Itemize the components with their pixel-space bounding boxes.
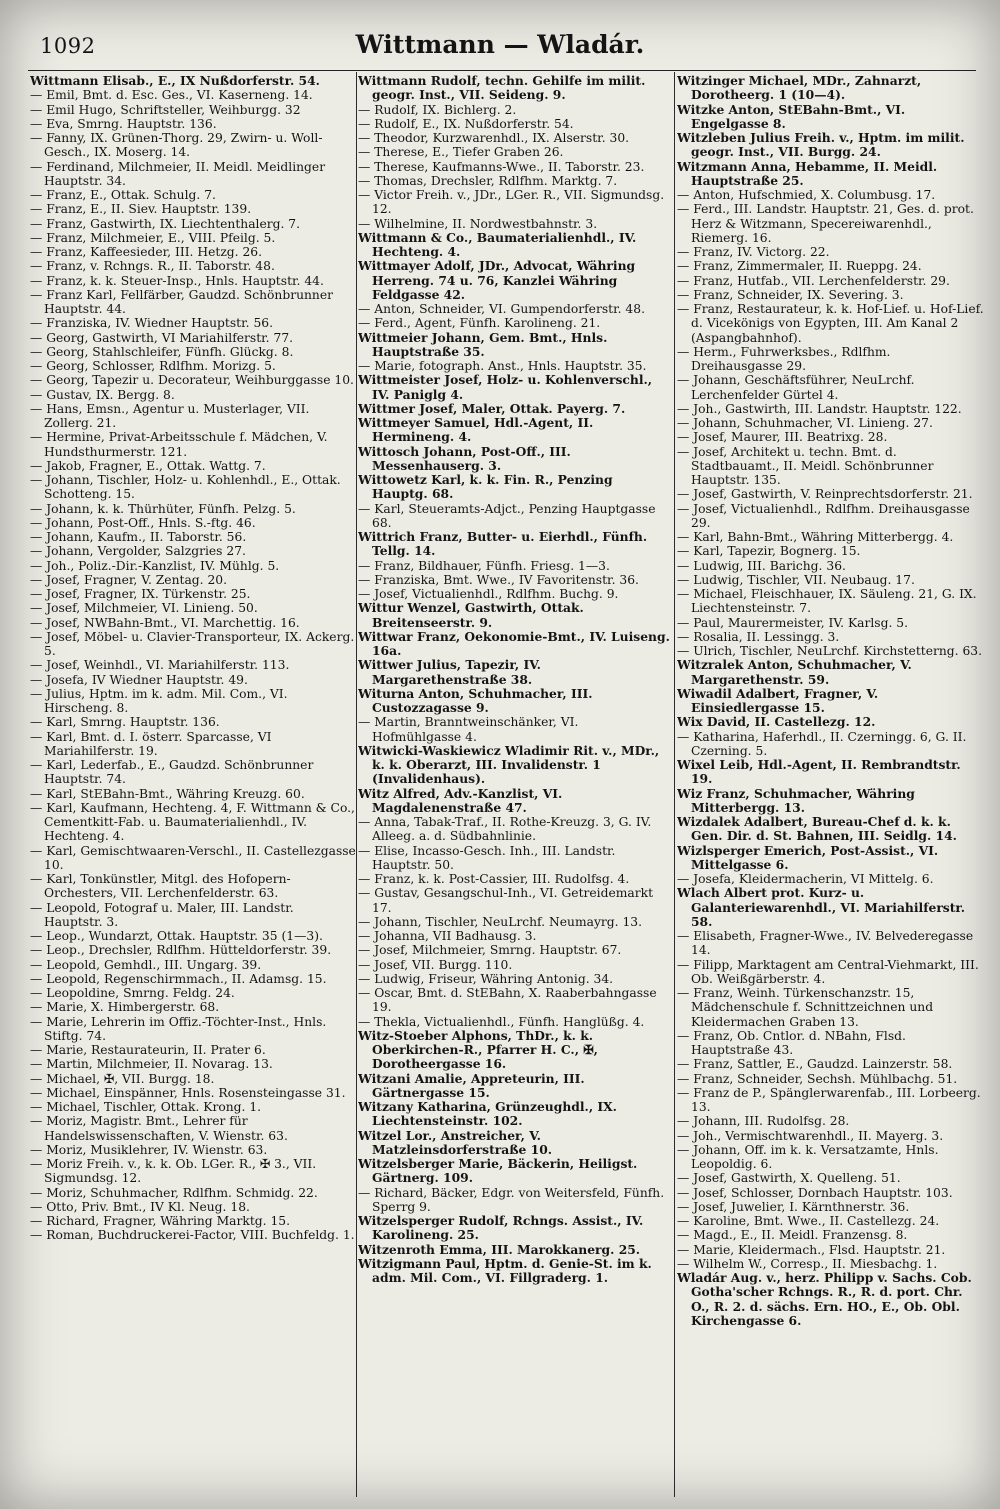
directory-entry: — Herm., Fuhrwerksbes., Rdlfhm. Dreihausgasse 29. (677, 344, 891, 373)
directory-entry: Witz Alfred, Adv.-Kanzlist, VI. Magdalenenstraße 47. (358, 785, 563, 815)
directory-entry: Witzralek Anton, Schuhmacher, V. Margarethenstr. 59. (677, 657, 912, 687)
directory-entry: — Johann, Post-Off., Hnls. S.-ftg. 46. (30, 515, 256, 530)
directory-entry: — Gustav, Gesangschul-Inh., VI. Getreidemarkt 17. (358, 886, 654, 915)
directory-entry: — Georg, Tapezir u. Decorateur, Weihburggasse 10. (30, 373, 354, 388)
directory-entry: — Elisabeth, Fragner-Wwe., IV. Belvederegasse 14. (677, 929, 974, 958)
directory-entry: — Franz de P., Spänglerwarenfab., III. Lorbeerg. 13. (677, 1085, 981, 1114)
directory-entry: Wittmeier Johann, Gem. Bmt., Hnls. Hauptstraße 35. (358, 329, 608, 359)
directory-entry: Witzigmann Paul, Hptm. d. Genie-St. im k. adm. Mil. Com., VI. Fillgraderg. 1. (358, 1255, 652, 1285)
directory-entry: — Josef, Schlosser, Dornbach Hauptstr. 103. (677, 1185, 953, 1200)
directory-entry: — Moriz Freih. v., k. k. Ob. LGer. R., ✠ 3., VII. Sigmundsg. 12. (30, 1157, 317, 1186)
directory-entry: — Johann, Kaufm., II. Taborstr. 56. (30, 530, 247, 544)
directory-entry: — Josef, Victualienhdl., Rdlfhm. Dreihausgasse 29. (677, 501, 970, 530)
directory-entry: — Josef, Milchmeier, Smrng. Hauptstr. 67. (358, 943, 622, 958)
directory-entry: — Karl, Bmt. d. I. österr. Sparcasse, VI Mariahilferstr. 19. (30, 729, 272, 758)
directory-entry: — Johann, k. k. Thürhüter, Fünfh. Pelzg. 5. (30, 501, 296, 516)
directory-entry: — Eva, Smrng. Hauptstr. 136. (30, 116, 217, 131)
directory-entry: — Josefa, Kleidermacherin, VI Mittelg. 6. (677, 872, 934, 886)
directory-entry: — Franz, IV. Victorg. 22. (677, 245, 830, 259)
directory-entry: — Richard, Bäcker, Edgr. von Weitersfeld, Fünfh. Sperrg 9. (358, 1185, 665, 1214)
directory-entry: — Michael, Fleischhauer, IX. Säuleng. 21, G. IX. Liechtensteinstr. 7. (677, 587, 977, 616)
directory-entry: — Karoline, Bmt. Wwe., II. Castellezg. 24. (677, 1214, 940, 1228)
directory-entry: — Franz, Schneider, IX. Severing. 3. (677, 287, 904, 302)
directory-entry: — Franz, Ob. Cntlor. d. NBahn, Flsd. Hauptstraße 43. (677, 1028, 906, 1057)
directory-entry: — Leopold, Regenschirmmach., II. Adamsg. 15. (30, 971, 327, 986)
directory-entry: — Gustav, IX. Bergg. 8. (30, 387, 175, 402)
directory-entry: — Magd., E., II. Meidl. Franzensg. 8. (677, 1228, 908, 1243)
directory-entry: — Leopold, Gemhdl., III. Ungarg. 39. (30, 957, 262, 972)
running-title: Wittmann — Wladár. (355, 30, 645, 59)
directory-entry: Wittmann Elisab., E., IX Nußdorferstr. 54. (30, 74, 320, 88)
directory-entry: — Johann, Schuhmacher, VI. Linieng. 27. (677, 416, 933, 430)
directory-entry: — Franz, Zimmermaler, II. Rueppg. 24. (677, 259, 922, 274)
directory-entry: — Roman, Buchdruckerei-Factor, VIII. Buchfeldg. 1. (30, 1228, 355, 1243)
directory-entry: — Josef, Fragner, V. Zentag. 20. (30, 572, 228, 587)
directory-entry: — Josef, Fragner, IX. Türkenstr. 25. (30, 587, 251, 601)
directory-entry: Wiz Franz, Schuhmacher, Währing Mitterbergg. 13. (677, 785, 915, 815)
directory-entry: — Martin, Branntweinschänker, VI. Hofmühlgasse 4. (358, 715, 579, 744)
directory-entry: — Johann, Tischler, Holz- u. Kohlenhdl., E., Ottak. Schotteng. 15. (30, 473, 341, 502)
directory-entry: — Leopoldine, Smrng. Feldg. 24. (30, 986, 235, 1000)
directory-entry: — Michael, ✠, VII. Burgg. 18. (30, 1071, 215, 1086)
directory-entry: Wixel Leib, Hdl.-Agent, II. Rembrandtstr. 19. (677, 757, 961, 787)
directory-entry: Wittur Wenzel, Gastwirth, Ottak. Breitenseerstr. 9. (358, 600, 584, 630)
directory-entry: — Franz, k. k. Post-Cassier, III. Rudolfsg. 4. (358, 872, 630, 886)
directory-entry: — Georg, Gastwirth, VI Mariahilferstr. 77. (30, 330, 294, 345)
column-divider-1 (356, 72, 357, 1497)
directory-entry: — Karl, Tapezir, Bognerg. 15. (677, 544, 861, 559)
directory-entry: Wittosch Johann, Post-Off., III. Messenhauserg. 3. (358, 443, 571, 473)
directory-entry: — Marie, Lehrerin im Offiz.-Töchter-Inst., Hnls. Stiftg. 74. (30, 1014, 327, 1043)
directory-entry: Wittmayer Adolf, JDr., Advocat, Währing Herreng. 74 u. 76, Kanzlei Währing Feldgasse 42. (358, 258, 636, 302)
directory-entry: — Moriz, Schuhmacher, Rdlfhm. Schmidg. 22. (30, 1185, 318, 1200)
directory-entry: — Josef, Möbel- u. Clavier-Transporteur, IX. Ackerg. 5. (30, 629, 355, 658)
directory-entry: Wittmeyer Samuel, Hdl.-Agent, II. Hermineng. 4. (358, 415, 594, 445)
directory-entry: — Joh., Gastwirth, III. Landstr. Hauptstr. 122. (677, 401, 962, 416)
directory-entry: — Ferd., III. Landstr. Hauptstr. 21, Ges. d. prot. Herz & Witzmann, Specereiwarenhdl., Riemerg. 16. (677, 202, 974, 245)
directory-entry: — Therese, E., Tiefer Graben 26. (358, 145, 564, 160)
directory-entry: — Elise, Incasso-Gesch. Inh., III. Landstr. Hauptstr. 50. (358, 843, 616, 872)
directory-entry: — Joh., Vermischtwarenhdl., II. Mayerg. 3. (677, 1128, 944, 1143)
directory-entry: — Oscar, Bmt. d. StEBahn, X. Raaberbahngasse 19. (358, 986, 657, 1015)
directory-entry: Wladár Aug. v., herz. Philipp v. Sachs. Cob. Gotha'scher Rchngs. R., R. d. port. Chr. O., R. 2. d. sächs. Ern. HO., E., Ob. Obl. Kirchengasse 6. (677, 1270, 972, 1328)
directory-entry: — Franz Karl, Fellfärber, Gaudzd. Schönbrunner Hauptstr. 44. (30, 287, 333, 316)
column-1 (30, 74, 356, 1494)
directory-entry: — Wilhelm W., Corresp., II. Miesbachg. 1. (677, 1256, 938, 1271)
directory-entry: — Anna, Tabak-Traf., II. Rothe-Kreuzg. 3, G. IV. Alleeg. a. d. Südbahnlinie. (358, 815, 652, 844)
directory-entry: Witz-Stoeber Alphons, ThDr., k. k. Oberkirchen-R., Pfarrer H. C., ✠, Dorotheergasse 16. (358, 1027, 598, 1072)
directory-entry: — Marie, X. Himbergerstr. 68. (30, 1000, 220, 1015)
directory-entry: — Karl, Smrng. Hauptstr. 136. (30, 715, 220, 730)
directory-entry: — Jakob, Fragner, E., Ottak. Wattg. 7. (30, 458, 266, 473)
directory-entry: — Michael, Tischler, Ottak. Krong. 1. (30, 1100, 262, 1114)
directory-entry: — Josef, Maurer, III. Beatrixg. 28. (677, 430, 888, 445)
directory-entry: — Ludwig, III. Barichg. 36. (677, 558, 846, 573)
directory-entry: — Franz, Milchmeier, E., VIII. Pfeilg. 5. (30, 230, 276, 245)
directory-entry: — Ulrich, Tischler, NeuLrchf. Kirchstetterng. 63. (677, 644, 983, 658)
directory-entry: — Franz, Bildhauer, Fünfh. Friesg. 1—3. (358, 558, 610, 573)
directory-entry: — Marie, Restaurateurin, II. Prater 6. (30, 1043, 266, 1057)
directory-entry: — Karl, Bahn-Bmt., Währing Mitterbergg. 4. (677, 530, 954, 544)
directory-entry: Wittrich Franz, Butter- u. Eierhdl., Fünfh. Tellg. 14. (358, 529, 648, 559)
directory-entry: — Franz, k. k. Steuer-Insp., Hnls. Hauptstr. 44. (30, 273, 324, 288)
directory-entry: — Rudolf, E., IX. Nußdorferstr. 54. (358, 116, 574, 131)
directory-entry: Witzenroth Emma, III. Marokkanerg. 25. (358, 1241, 641, 1257)
directory-entry: — Katharina, Haferhdl., II. Czerningg. 6, G. II. Czerning. 5. (677, 729, 967, 758)
directory-entry: — Anton, Hufschmied, X. Columbusg. 17. (677, 188, 936, 202)
directory-entry: Wittmeister Josef, Holz- u. Kohlenverschl., IV. Paniglg 4. (358, 372, 653, 402)
directory-entry: — Thekla, Victualienhdl., Fünfh. Hanglüßg. 4. (358, 1014, 645, 1029)
directory-entry: — Wilhelmine, II. Nordwestbahnstr. 3. (358, 216, 598, 231)
directory-entry: — Josef, NWBahn-Bmt., VI. Marchettig. 16. (30, 615, 300, 630)
directory-entry: Witzelsberger Marie, Bäckerin, Heiligst. Gärtnerg. 109. (358, 1156, 638, 1186)
directory-entry: — Johann, Off. im k. k. Versatzamte, Hnls. Leopoldig. 6. (677, 1142, 939, 1171)
directory-entry: — Josef, Architekt u. techn. Bmt. d. Stadtbauamt., II. Meidl. Schönbrunner Hauptstr. 135. (677, 444, 934, 487)
directory-entry: — Ferd., Agent, Fünfh. Karolineng. 21. (358, 316, 601, 331)
directory-entry: — Ludwig, Friseur, Währing Antonig. 34. (358, 971, 614, 986)
column-divider-2 (674, 72, 675, 1497)
directory-entry: Witzani Amalie, Appreteurin, III. Gärtnergasse 15. (358, 1070, 585, 1100)
directory-entry: — Josefa, IV Wiedner Hauptstr. 49. (30, 672, 248, 687)
directory-entry: — Rudolf, IX. Bichlerg. 2. (358, 102, 517, 117)
directory-entry: — Franz, Hutfab., VII. Lerchenfelderstr. 29. (677, 273, 950, 288)
directory-entry: Witwicki-Waskiewicz Wladimir Rit. v., MDr., k. k. Oberarzt, III. Invalidenstr. 1 (Invalidenhaus). (358, 742, 660, 787)
directory-entry: — Leop., Drechsler, Rdlfhm. Hütteldorferstr. 39. (30, 943, 332, 958)
directory-entry: — Franziska, IV. Wiedner Hauptstr. 56. (30, 316, 274, 331)
directory-entry: — Franz, Kaffeesieder, III. Hetzg. 26. (30, 245, 263, 259)
directory-entry: — Johann, Geschäftsführer, NeuLrchf. Lerchenfelder Gürtel 4. (677, 373, 915, 402)
directory-entry: Witzelsperger Rudolf, Rchngs. Assist., IV. Karolineng. 25. (358, 1213, 644, 1243)
directory-entry: — Michael, Einspänner, Hnls. Rosensteingasse 31. (30, 1085, 346, 1100)
directory-entry: Wizdalek Adalbert, Bureau-Chef d. k. k. Gen. Dir. d. St. Bahnen, III. Seidlg. 14. (677, 814, 957, 844)
directory-entry: — Ludwig, Tischler, VII. Neubaug. 17. (677, 572, 915, 587)
directory-entry: — Josef, Victualienhdl., Rdlfhm. Buchg. 9. (358, 587, 619, 601)
directory-entry: — Marie, fotograph. Anst., Hnls. Hauptstr. 35. (358, 359, 647, 373)
directory-entry: — Franz, Weinh. Türkenschanzstr. 15, Mädchenschule f. Schnittzeichnen und Kleidermachen Graben 13. (677, 986, 934, 1029)
directory-entry: Witzinger Michael, MDr., Zahnarzt, Dorotheerg. 1 (10—4). (677, 74, 922, 103)
header-rule (28, 70, 976, 71)
directory-entry: — Karl, Lederfab., E., Gaudzd. Schönbrunner Hauptstr. 74. (30, 758, 314, 787)
directory-entry: Wizlsperger Emerich, Post-Assist., VI. Mittelgasse 6. (677, 842, 939, 872)
directory-entry: — Leopold, Fotograf u. Maler, III. Landstr. Hauptstr. 3. (30, 900, 294, 929)
directory-entry: Wittmann & Co., Baumaterialienhdl., IV. Hechteng. 4. (358, 229, 637, 259)
directory-entry: — Joh., Poliz.-Dir.-Kanzlist, IV. Mühlg. 5. (30, 558, 280, 573)
page-number: 1092 (40, 34, 96, 58)
directory-entry: — Moriz, Magistr. Bmt., Lehrer für Handelswissenschaften, V. Wienstr. 63. (30, 1114, 288, 1143)
column-2 (358, 74, 671, 1494)
directory-entry: — Franziska, Bmt. Wwe., IV Favoritenstr. 36. (358, 572, 639, 587)
directory-entry: Witzel Lor., Anstreicher, V. Matzleinsdorferstraße 10. (358, 1127, 553, 1157)
directory-entry: — Hans, Emsn., Agentur u. Musterlager, VII. Zollerg. 21. (30, 401, 310, 430)
directory-entry: Wittmann Rudolf, techn. Gehilfe im milit. geogr. Inst., VII. Seideng. 9. (358, 74, 646, 103)
directory-entry: — Theodor, Kurzwarenhdl., IX. Alserstr. 30. (358, 131, 630, 145)
directory-entry: Witzany Katharina, Grünzeughdl., IX. Liechtensteinstr. 102. (358, 1099, 617, 1129)
directory-entry: — Filipp, Marktagent am Central-Viehmarkt, III. Ob. Weißgärberstr. 4. (677, 957, 979, 986)
directory-entry: — Franz, E., Ottak. Schulg. 7. (30, 188, 216, 202)
directory-entry: — Leop., Wundarzt, Ottak. Hauptstr. 35 (1—3). (30, 929, 323, 943)
directory-entry: — Josef, Juwelier, I. Kärnthnerstr. 36. (677, 1199, 910, 1214)
directory-entry: Wiwadil Adalbert, Fragner, V. Einsiedlergasse 15. (677, 685, 879, 715)
directory-entry: — Martin, Milchmeier, II. Novarag. 13. (30, 1057, 273, 1072)
directory-entry: — Moriz, Musiklehrer, IV. Wienstr. 63. (30, 1142, 268, 1157)
directory-entry: Wittmer Josef, Maler, Ottak. Payerg. 7. (358, 400, 626, 416)
directory-entry: — Karl, Steueramts-Adjct., Penzing Hauptgasse 68. (358, 501, 656, 530)
directory-entry: — Franz, Sattler, E., Gaudzd. Lainzerstr. 58. (677, 1057, 953, 1072)
directory-entry: — Marie, Kleidermach., Flsd. Hauptstr. 21. (677, 1242, 946, 1257)
directory-entry: — Franz, Restaurateur, k. k. Hof-Lief. u. Hof-Lief. d. Vicekönigs von Egypten, III. Am Kanal 2 (Aspangbahnhof). (677, 302, 984, 345)
directory-entry: — Fanny, IX. Grünen-Thorg. 29, Zwirn- u. Woll-Gesch., IX. Moserg. 14. (30, 131, 323, 160)
directory-entry: — Johann, III. Rudolfsg. 28. (677, 1114, 850, 1129)
directory-entry: — Therese, Kaufmanns-Wwe., II. Taborstr. 23. (358, 159, 645, 174)
directory-entry: — Emil, Bmt. d. Esc. Ges., VI. Kaserneng. 14. (30, 88, 313, 103)
directory-entry: — Josef, VII. Burgg. 110. (358, 957, 513, 972)
directory-entry: — Josef, Gastwirth, V. Reinprechtsdorferstr. 21. (677, 487, 973, 502)
directory-entry: — Emil Hugo, Schriftsteller, Weihburgg. 32 (30, 102, 301, 117)
directory-entry: Witzleben Julius Freih. v., Hptm. im milit. geogr. Inst., VII. Burgg. 24. (677, 130, 965, 160)
directory-entry: Wlach Albert prot. Kurz- u. Galanteriewarenhdl., VI. Mariahilferstr. 58. (677, 885, 966, 929)
directory-entry: — Karl, Kaufmann, Hechteng. 4, F. Wittmann & Co., Cementkitt-Fab. u. Baumaterialienhdl., IV. Hechteng. 4. (30, 800, 355, 844)
directory-entry: — Ferdinand, Milchmeier, II. Meidl. Meidlinger Hauptstr. 34. (30, 159, 326, 188)
directory-entry: — Franz, Gastwirth, IX. Liechtenthalerg. 7. (30, 216, 301, 231)
directory-entry: — Johann, Vergolder, Salzgries 27. (30, 544, 246, 559)
directory-entry: — Paul, Maurermeister, IV. Karlsg. 5. (677, 615, 909, 630)
directory-entry: — Karl, Gemischtwaaren-Verschl., II. Castellezgasse 10. (30, 843, 356, 872)
directory-entry: — Josef, Milchmeier, VI. Linieng. 50. (30, 601, 258, 616)
directory-entry: — Georg, Stahlschleifer, Fünfh. Glückg. 8. (30, 344, 294, 359)
directory-entry: — Karl, Tonkünstler, Mitgl. des Hofopern-Orchesters, VII. Lerchenfelderstr. 63. (30, 872, 291, 901)
directory-entry: Witzke Anton, StEBahn-Bmt., VI. Engelgasse 8. (677, 101, 906, 131)
directory-entry: — Richard, Fragner, Währing Marktg. 15. (30, 1214, 291, 1228)
directory-entry: — Johanna, VII Badhausg. 3. (358, 929, 537, 943)
directory-entry: — Rosalia, II. Lessingg. 3. (677, 629, 840, 644)
directory-entry: Witurna Anton, Schuhmacher, III. Custozzagasse 9. (358, 685, 593, 715)
column-3 (677, 74, 985, 1494)
directory-entry: Wittwer Julius, Tapezir, IV. Margarethenstraße 38. (358, 657, 541, 687)
directory-entry: — Thomas, Drechsler, Rdlfhm. Marktg. 7. (358, 173, 618, 188)
directory-entry: — Georg, Schlosser, Rdlfhm. Morizg. 5. (30, 359, 276, 373)
directory-entry: — Josef, Weinhdl., VI. Mariahilferstr. 113. (30, 658, 290, 673)
directory-entry: Wittowetz Karl, k. k. Fin. R., Penzing Hauptg. 68. (358, 472, 613, 502)
directory-entry: — Franz, v. Rchngs. R., II. Taborstr. 48. (30, 259, 275, 274)
directory-entry: — Josef, Gastwirth, X. Quelleng. 51. (677, 1171, 901, 1186)
directory-entry: — Anton, Schneider, VI. Gumpendorferstr. 48. (358, 302, 645, 316)
directory-entry: — Franz, E., II. Siev. Hauptstr. 139. (30, 202, 252, 217)
directory-entry: — Hermine, Privat-Arbeitsschule f. Mädchen, V. Hundsthurmerstr. 121. (30, 430, 328, 459)
directory-entry: — Johann, Tischler, NeuLrchf. Neumayrg. 13. (358, 914, 643, 929)
page-header (40, 30, 960, 70)
directory-entry: — Julius, Hptm. im k. adm. Mil. Com., VI. Hirscheng. 8. (30, 686, 288, 715)
directory-entry: — Karl, StEBahn-Bmt., Währing Kreuzg. 60. (30, 786, 305, 801)
directory-entry: — Franz, Schneider, Sechsh. Mühlbachg. 51. (677, 1071, 958, 1086)
directory-entry: — Victor Freih. v., JDr., LGer. R., VII. Sigmundsg. 12. (358, 188, 665, 217)
directory-entry: Wix David, II. Castellezg. 12. (677, 714, 876, 730)
directory-entry: — Otto, Priv. Bmt., IV Kl. Neug. 18. (30, 1199, 250, 1214)
directory-entry: Wittwar Franz, Oekonomie-Bmt., IV. Luiseng. 16a. (358, 628, 670, 658)
directory-entry: Witzmann Anna, Hebamme, II. Meidl. Hauptstraße 25. (677, 158, 938, 188)
